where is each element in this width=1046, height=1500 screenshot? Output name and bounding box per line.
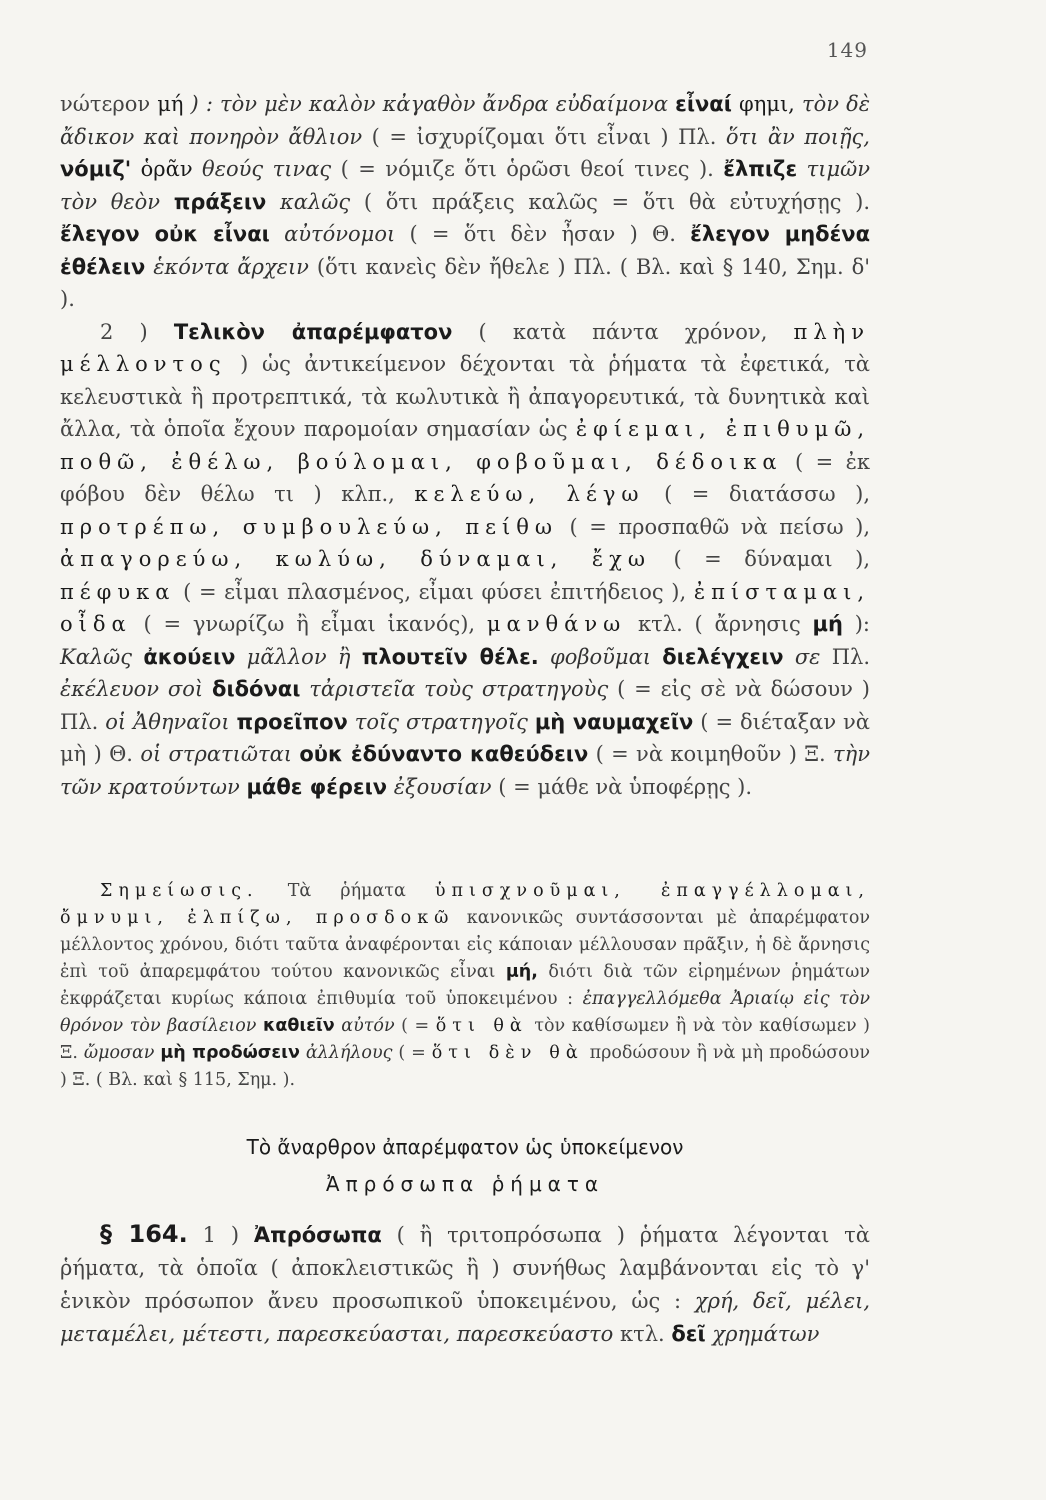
text-run: (ὅτι κανεὶς δὲν ἤθελε ) Πλ. ( Βλ. καὶ § 140, Σημ. δ' ). [60,254,870,311]
text-run: ( = διέταξαν νὰ μὴ ) Θ. [60,709,870,766]
section-subheading: Ἀπρόσωπα ῥήματα [325,1172,605,1196]
text-run: ( κατὰ πάντα χρόνον, [452,319,794,344]
text-run: Πλ. [820,644,870,669]
text-run: ( = νὰ κοιμηθοῦν ) Ξ. [588,742,834,766]
text-run: πλουτεῖν θέλε. [361,644,539,669]
text-run: ὅτι δὲν θὰ [431,1043,584,1063]
text-run: σε [783,644,821,669]
text-run: κτλ. [613,1322,672,1346]
text-run: ( = ἐκ φόβου δὲν θέλω τι ) κλπ., [60,449,870,506]
text-run: ( = γνωρίζω ἢ εἶμαι ἱκανός), [131,612,487,636]
text-run: φοβοῦμαι [538,644,663,669]
text-run: διελέγχειν [662,644,784,669]
text-run: τοῖς στρατηγοῖς [347,709,535,734]
paragraph-infinitive-examples [60,88,870,316]
text-run: μὴ προδώσειν [160,1043,300,1063]
text-run: ἐξουσίαν [387,774,492,799]
note-block [60,878,870,1094]
text-run: ): [842,612,870,636]
text-run: πράξειν [173,189,267,214]
text-run: δεῖ [671,1322,706,1346]
text-run: ( = διατάσσω ), [644,482,870,506]
paragraph-final-infinitive [60,316,870,804]
text-run: κελεύω, λέγω [414,482,645,506]
text-run: μή [157,92,184,116]
main-text [60,88,870,803]
text-run: οἱ Ἀθηναῖοι [105,709,237,734]
text-run: ( = προσπαθῶ νὰ πείσω ), [558,514,870,539]
text-run: ἔλεγον οὐκ εἶναι [60,222,270,246]
text-run: ὅτι ἂν ποιῇς, [725,124,870,149]
text-run: τιμῶν τὸν θεὸν [60,157,870,214]
page-number: 149 [826,38,868,62]
text-run: ἐπαγγελλόμεθα Ἀριαίῳ εἰς τὸν θρόνον τὸν βασίλειον [60,989,870,1036]
text-run: μή [812,612,843,636]
text-run: Τὰ ῥήματα [258,881,435,901]
text-run: μανθάνω [486,612,627,636]
text-run: προδώσουν ἢ νὰ μὴ προδώσουν ) Ξ. ( Βλ. καὶ § 115, Σημ. ). [60,1043,870,1090]
text-run: ὑπισχνοῦμαι, ἐπαγγέλλομαι, ὄμνυμι, ἐλπίζω, προσδοκῶ [60,881,870,928]
text-run: εἶναί [675,92,732,116]
text-run: ἔλεγον μηδένα ἐθέλειν [60,222,871,279]
section-164 [60,1218,870,1351]
text-run: ὤμοσαν [83,1043,161,1063]
text-run: ) ὡς ἀντικείμενον δέχονται τὰ ῥήματα τὰ ἐφετικά, τὰ κελευστικὰ ἢ προτρεπτικά, τὰ κωλυτικὰ ἢ ἀπαγορευτικά, τὰ δυνητικὰ καὶ ἄλλα, τὰ ὁποῖα ἔχουν παρομοίαν σημασίαν ὡς [60,352,870,441]
text-run: ( = δύναμαι ), [650,547,871,571]
text-run: 1 ) [187,1223,254,1247]
text-run: τὸν καθίσωμεν ἢ νὰ τὸν καθίσωμεν ) Ξ. [60,1016,871,1063]
text-run: Καλῶς [60,644,144,669]
text-run: ( = νόμιζε ὅτι ὁρῶσι θεοί τινες ). [331,157,724,181]
text-run: χρημάτων [705,1322,820,1346]
text-run: μᾶλλον ἢ [235,644,362,669]
text-run: Τελικὸν ἀπαρέμφατον [173,319,453,344]
text-run: προτρέπω, συμβουλεύω, πείθω [60,514,559,539]
text-run: καθιεῖν [262,1016,335,1036]
text-run: ἑκόντα ἄρχειν [145,254,309,279]
text-run: διότι διὰ τῶν εἰρημένων ῥημάτων ἐκφράζεται κυρίως κάποια ἐπιθυμία τοῦ ὑποκειμένου : [60,962,870,1009]
text-run: ( = μάθε νὰ ὑποφέρῃς ). [491,774,753,799]
text-run: τὸν δὲ ἄδικον καὶ πονηρὸν ἄθλιον [60,92,870,149]
text-run: προεῖπον [236,709,348,734]
text-run: τὴν τῶν κρατούντων [60,742,871,799]
text-run: ( = [392,1043,432,1063]
text-run: ἀπαγορεύω, κωλύω, δύναμαι, ἔχω [60,547,651,571]
text-run: ( ὅτι πράξεις καλῶς = ὅτι θὰ εὐτυχήσῃς ). [350,189,870,214]
text-run: ἀλλήλους [299,1043,393,1063]
section-164-paragraph [60,1218,870,1351]
text-run: ( ἢ τριτοπρόσωπα ) ῥήματα λέγονται τὰ ῥήματα, τὰ ὁποῖα ( ἀποκλειστικῶς ἢ ) συνήθως λαμβάνονται εἰς τὸ γ' ἑνικὸν πρόσωπον ἄνευ προσωπικοῦ ὑποκειμένου, ὡς : [60,1223,870,1313]
text-run: θεούς τινας [202,157,332,181]
text-run: νόμιζ' [60,157,132,181]
text-run: οὐκ ἐδύναντο καθεύδειν [299,742,589,766]
text-run: καλῶς [266,189,351,214]
section-heading: Τὸ ἄναρθρον ἀπαρέμφατον ὡς ὑποκείμενον [246,1135,684,1159]
text-run: ( = εἰς σὲ νὰ δώσουν ) Πλ. [60,677,870,734]
text-run: ἔλπιζε [723,157,798,181]
text-run: ( = ὅτι δὲν ἦσαν ) Θ. [395,222,691,246]
text-run: ἐπίσταμαι, οἶδα [60,579,870,636]
text-run: μὴ ναυμαχεῖν [534,709,694,734]
note-paragraph [60,878,870,1094]
text-run: Σημείωσις. [100,881,259,901]
text-run: φημι, [731,92,802,116]
text-run: τἀριστεῖα τοὺς στρατηγοὺς [300,677,609,701]
text-run: κτλ. ( ἄρνησις [626,612,813,636]
text-run: ) : τὸν μὲν καλὸν κἀγαθὸν ἄνδρα εὐδαίμονα [183,92,676,116]
text-run: ὁρᾶν [131,157,203,181]
text-run: ( = [394,1016,436,1036]
text-run: ἀκούειν [143,644,236,669]
text-run: ( = εἶμαι πλασμένος, εἶμαι φύσει ἐπιτήδειος ), [175,579,694,604]
text-run: αὐτόνομοι [269,222,396,246]
text-run: κανονικῶς συντάσσονται μὲ ἀπαρέμφατον μέλλοντος χρόνου, διότι ταῦτα ἀναφέρονται εἰς κάποιαν μέλλουσαν πρᾶξιν, ἡ δὲ ἄρνησις ἐπὶ τοῦ ἀπαρεμφάτου τούτου κανονικῶς εἶναι [60,908,870,982]
text-run: § 164. [100,1220,188,1248]
text-run: μάθε φέρειν [246,774,388,799]
text-run: Ἀπρόσωπα [253,1223,382,1247]
text-run: ( = ἰσχυρίζομαι ὅτι εἶναι ) Πλ. [362,124,726,149]
text-run: διδόναι [212,677,301,701]
text-run: ἐφίεμαι, ἐπιθυμῶ, ποθῶ, ἐθέλω, βούλομαι, φοβοῦμαι, δέδοικα [60,417,870,474]
text-run: μή, [505,962,538,982]
text-run: ὅτι θὰ [435,1016,528,1036]
text-run: οἱ στρατιῶται [140,742,300,766]
text-run: ἐκέλευον σοὶ [60,677,213,701]
text-run: νώτερον [60,92,158,116]
text-run: αὐτόν [334,1016,395,1036]
text-run: πέφυκα [60,579,176,604]
text-run: 2 ) [100,319,174,344]
text-run: πλὴν μέλλοντος [60,319,870,376]
text-run: χρή, δεῖ, μέλει, μεταμέλει, μέτεστι, παρεσκεύασται, παρεσκεύαστο [60,1289,870,1346]
